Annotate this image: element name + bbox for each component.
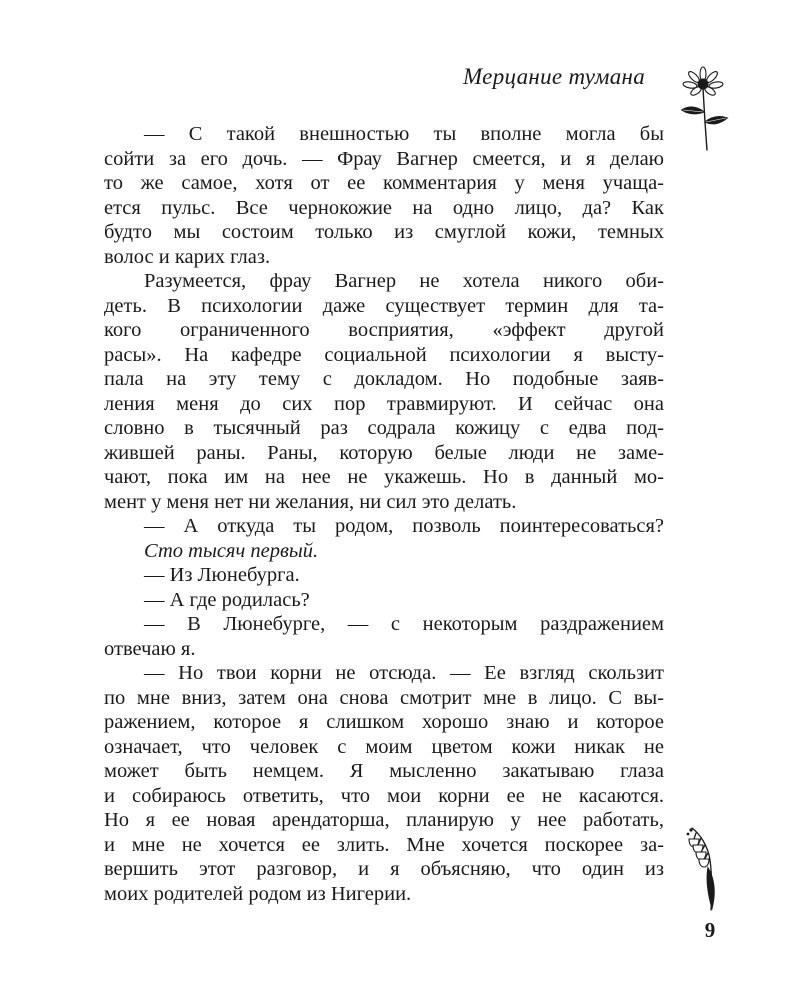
text-line: может быть немцем. Я мысленно закатываю глаза (104, 760, 664, 782)
text-line: вершить этот разговор, и я объясняю, что один из (104, 858, 664, 880)
text-line: по мне вниз, затем она снова смотрит мне в лицо. С вы- (104, 686, 664, 709)
text-line: ления меня до сих пор травмируют. И сейчас она (104, 392, 664, 415)
text-line: деть. В психологии даже существует термин для та- (104, 294, 664, 317)
text-line: жившей раны. Раны, которую белые люди не заме- (104, 441, 664, 464)
running-header-title: Мерцание тумана (463, 64, 645, 89)
text-line: — А где родилась? (144, 588, 310, 611)
text-line: кого ограниченного восприятия, «эффект другой (104, 319, 664, 341)
text-line: — Из Люнебурга. (144, 564, 300, 586)
text-line: пала на эту тему с докладом. Но подобные заяв- (104, 368, 664, 390)
body-text (104, 122, 664, 906)
text-line: словно в тысячный раз содрала кожицу с едва под- (104, 417, 664, 439)
text-line: будто мы состоим только из смуглой кожи, темных (104, 221, 664, 243)
text-line: — А откуда ты родом, позволь поинтересоваться? (144, 515, 664, 537)
text-line: чают, пока им на нее не укажешь. Но в данный мо- (104, 466, 664, 488)
text-line: ется пульс. Все чернокожие на одно лицо, да? Как (104, 196, 664, 219)
text-line: расы». На кафедре социальной психологии я высту- (104, 343, 664, 366)
lily-of-the-valley-icon (678, 824, 726, 912)
page-number: 9 (704, 918, 716, 942)
text-line: Но я ее новая арендаторша, планирую у нее работать, (104, 809, 664, 831)
text-line: то же самое, хотя от ее комментария у меня учаща- (104, 172, 664, 194)
daisy-flower-icon (676, 66, 730, 152)
text-line: волос и карих глаз. (104, 245, 271, 268)
text-line: означает, что человек с моим цветом кожи никак не (104, 735, 664, 758)
text-line: сойти за его дочь. — Фрау Вагнер смеется, и я делаю (104, 147, 664, 170)
text-line: — В Люнебурге, — с некоторым раздражением (144, 613, 664, 635)
text-line: — С такой внешностью ты вполне могла бы (144, 123, 664, 145)
text-line: — Но твои корни не отсюда. — Ее взгляд скользит (144, 662, 664, 684)
text-line: Сто тысяч первый. (144, 539, 319, 562)
text-line: ражением, которое я слишком хорошо знаю и которое (104, 711, 664, 733)
text-line: Разумеется, фрау Вагнер не хотела никого оби- (144, 270, 664, 292)
text-line: отвечаю я. (104, 637, 196, 660)
text-line: моих родителей родом из Нигерии. (104, 882, 412, 905)
text-line: мент у меня нет ни желания, ни сил это делать. (104, 490, 517, 513)
text-line: и мне не хочется ее злить. Мне хочется поскорее за- (104, 833, 664, 856)
text-line: и собираюсь ответить, что мои корни ее не касаются. (104, 784, 664, 807)
